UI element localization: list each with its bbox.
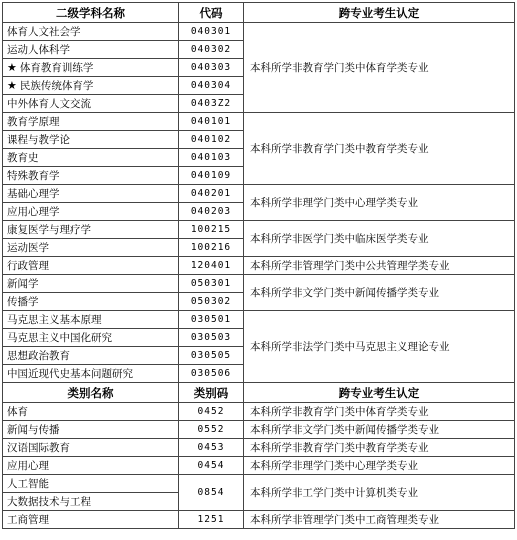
discipline-name: 特殊教育学 <box>7 169 60 182</box>
table-row <box>3 457 515 475</box>
discipline-code: 0854 <box>179 475 244 511</box>
discipline-name-cell <box>3 311 179 329</box>
column-header-name: 类别名称 <box>3 383 179 403</box>
discipline-code: 100216 <box>179 239 244 257</box>
header-row <box>3 3 515 23</box>
discipline-code: 030501 <box>179 311 244 329</box>
cross-major-criteria: 本科所学非教育学门类中教育学类专业 <box>244 113 515 185</box>
discipline-name-cell <box>3 439 179 457</box>
discipline-name-cell <box>3 511 179 529</box>
discipline-name-cell <box>3 221 179 239</box>
cross-major-criteria: 本科所学非理学门类中心理学类专业 <box>244 457 515 475</box>
discipline-name-cell <box>3 421 179 439</box>
discipline-code: 030506 <box>179 365 244 383</box>
table-row <box>3 511 515 529</box>
discipline-code: 120401 <box>179 257 244 275</box>
table-row <box>3 275 515 293</box>
star-icon: ★ <box>7 60 17 74</box>
discipline-name: 人工智能 <box>7 477 49 490</box>
column-header-rec: 跨专业考生认定 <box>244 3 515 23</box>
cross-major-criteria: 本科所学非教育学门类中教育学类专业 <box>244 439 515 457</box>
discipline-name: 体育 <box>7 405 28 418</box>
discipline-code: 030505 <box>179 347 244 365</box>
discipline-name-cell <box>3 329 179 347</box>
discipline-name-cell <box>3 113 179 131</box>
discipline-name: 民族传统体育学 <box>19 79 94 92</box>
discipline-name-cell <box>3 257 179 275</box>
column-header-name: 二级学科名称 <box>3 3 179 23</box>
discipline-code: 040301 <box>179 23 244 41</box>
discipline-code: 0452 <box>179 403 244 421</box>
discipline-code: 0453 <box>179 439 244 457</box>
discipline-name-cell <box>3 59 179 77</box>
discipline-code: 040103 <box>179 149 244 167</box>
discipline-name-cell <box>3 131 179 149</box>
discipline-code: 0454 <box>179 457 244 475</box>
discipline-code: 040203 <box>179 203 244 221</box>
cross-major-criteria: 本科所学非管理学门类中工商管理类专业 <box>244 511 515 529</box>
discipline-name: 汉语国际教育 <box>7 441 70 454</box>
discipline-name: 运动人体科学 <box>7 43 70 56</box>
discipline-name-cell <box>3 493 179 511</box>
table-row <box>3 221 515 239</box>
cross-major-criteria: 本科所学非理学门类中心理学类专业 <box>244 185 515 221</box>
discipline-name-cell <box>3 95 179 113</box>
discipline-code: 040303 <box>179 59 244 77</box>
discipline-name-cell <box>3 275 179 293</box>
discipline-name: 马克思主义中国化研究 <box>7 331 112 344</box>
cross-major-criteria: 本科所学非教育学门类中体育学类专业 <box>244 403 515 421</box>
cross-major-criteria: 本科所学非医学门类中临床医学类专业 <box>244 221 515 257</box>
discipline-name: 传播学 <box>7 295 39 308</box>
discipline-name: 体育教育训练学 <box>19 61 94 74</box>
cross-major-criteria: 本科所学非管理学门类中公共管理学类专业 <box>244 257 515 275</box>
discipline-code: 0552 <box>179 421 244 439</box>
header-row <box>3 383 515 403</box>
discipline-name: 新闻学 <box>7 277 39 290</box>
table-row <box>3 311 515 329</box>
column-header-rec: 跨专业考生认定 <box>244 383 515 403</box>
discipline-name: 应用心理学 <box>7 205 60 218</box>
discipline-name: 教育学原理 <box>7 115 60 128</box>
table-row <box>3 257 515 275</box>
discipline-name: 课程与教学论 <box>7 133 70 146</box>
cross-major-criteria: 本科所学非工学门类中计算机类专业 <box>244 475 515 511</box>
discipline-code: 040201 <box>179 185 244 203</box>
discipline-name: 思想政治教育 <box>7 349 70 362</box>
table-row <box>3 23 515 41</box>
discipline-name: 教育史 <box>7 151 39 164</box>
discipline-name-cell <box>3 457 179 475</box>
discipline-code: 050302 <box>179 293 244 311</box>
admission-table-body <box>3 3 515 529</box>
discipline-name-cell <box>3 41 179 59</box>
discipline-name-cell <box>3 239 179 257</box>
discipline-name-cell <box>3 77 179 95</box>
discipline-code: 040101 <box>179 113 244 131</box>
discipline-name-cell <box>3 149 179 167</box>
table-row <box>3 439 515 457</box>
cross-major-criteria: 本科所学非法学门类中马克思主义理论专业 <box>244 311 515 383</box>
discipline-name-cell <box>3 185 179 203</box>
star-icon: ★ <box>7 78 17 92</box>
discipline-name-cell <box>3 365 179 383</box>
discipline-name: 马克思主义基本原理 <box>7 313 102 326</box>
discipline-name: 新闻与传播 <box>7 423 60 436</box>
discipline-code: 100215 <box>179 221 244 239</box>
discipline-name: 大数据技术与工程 <box>7 495 91 508</box>
discipline-code: 040109 <box>179 167 244 185</box>
discipline-name: 行政管理 <box>7 259 49 272</box>
discipline-name-cell <box>3 347 179 365</box>
discipline-name: 中国近现代史基本问题研究 <box>7 367 133 380</box>
discipline-name-cell <box>3 23 179 41</box>
column-header-code: 代码 <box>179 3 244 23</box>
discipline-code: 040302 <box>179 41 244 59</box>
discipline-code: 1251 <box>179 511 244 529</box>
discipline-name-cell <box>3 293 179 311</box>
table-row <box>3 185 515 203</box>
discipline-name-cell <box>3 203 179 221</box>
discipline-name: 基础心理学 <box>7 187 60 200</box>
admission-table <box>2 2 515 529</box>
discipline-name: 运动医学 <box>7 241 49 254</box>
discipline-code: 030503 <box>179 329 244 347</box>
discipline-code: 040102 <box>179 131 244 149</box>
cross-major-criteria: 本科所学非教育学门类中体育学类专业 <box>244 23 515 113</box>
discipline-name-cell <box>3 167 179 185</box>
discipline-code: 040304 <box>179 77 244 95</box>
table-row <box>3 421 515 439</box>
discipline-code: 0403Z2 <box>179 95 244 113</box>
table-row <box>3 403 515 421</box>
discipline-name-cell <box>3 475 179 493</box>
discipline-name: 体育人文社会学 <box>7 25 81 38</box>
table-row <box>3 113 515 131</box>
column-header-code: 类别码 <box>179 383 244 403</box>
discipline-name: 中外体育人文交流 <box>7 97 91 110</box>
discipline-name: 工商管理 <box>7 513 49 526</box>
table-row <box>3 475 515 493</box>
discipline-code: 050301 <box>179 275 244 293</box>
cross-major-criteria: 本科所学非文学门类中新闻传播学类专业 <box>244 275 515 311</box>
discipline-name-cell <box>3 403 179 421</box>
discipline-name: 康复医学与理疗学 <box>7 223 91 236</box>
discipline-name: 应用心理 <box>7 459 49 472</box>
cross-major-criteria: 本科所学非文学门类中新闻传播学类专业 <box>244 421 515 439</box>
